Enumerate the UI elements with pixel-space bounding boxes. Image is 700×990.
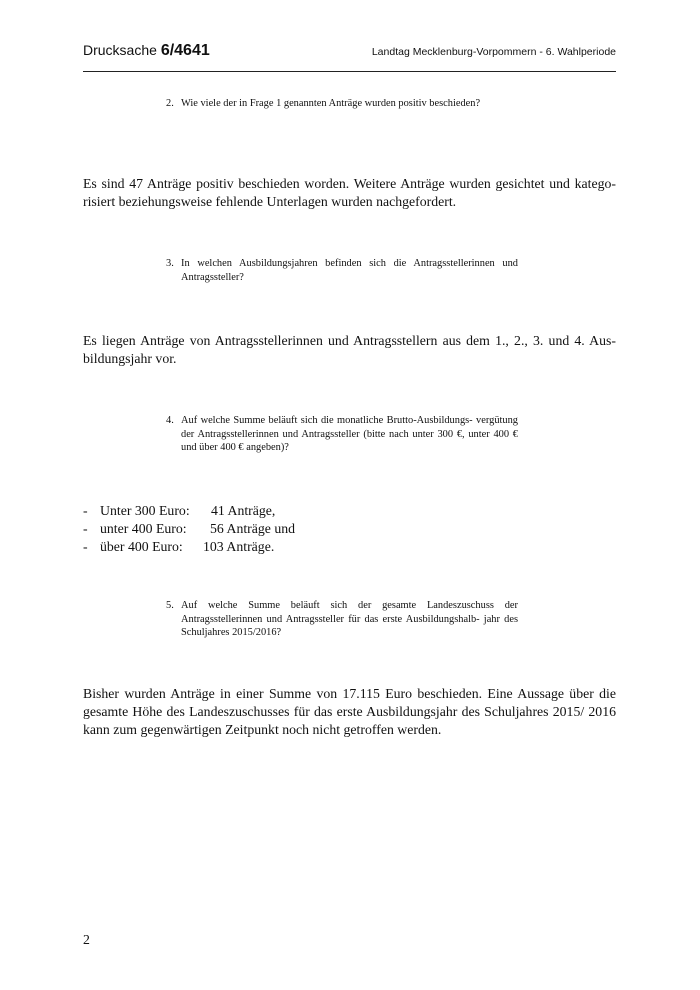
question-5 [166, 599, 518, 640]
answer-2: Es sind 47 Anträge positiv beschieden worden. Weitere Anträge wurden gesichtet und katego- risiert beziehungsweise fehlende Unterlagen wurden nachgefordert. [83, 176, 616, 209]
list-dash: - [83, 521, 88, 536]
question-text: Auf welche Summe beläuft sich der gesamte Landeszuschuss der Antragsstellerinnen und Antragssteller für das erste Ausbildungshalb- jahr des Schuljahres 2015/2016? [181, 600, 518, 638]
list-value: 103 Anträge. [203, 539, 275, 554]
question-number: 5. [166, 600, 174, 611]
page-number: 2 [83, 932, 90, 947]
question-number: 3. [166, 258, 174, 269]
list-label: über 400 Euro: [100, 539, 183, 554]
list-value: 56 Anträge und [210, 521, 296, 536]
question-text: Wie viele der in Frage 1 genannten Anträge wurden positiv beschieden? [181, 98, 481, 109]
document-number [83, 42, 210, 60]
list-dash: - [83, 539, 88, 554]
question-3 [166, 257, 518, 284]
answer-5: Bisher wurden Anträge in einer Summe von 17.115 Euro beschieden. Eine Aussage über die gesamte Höhe des Landeszuschusses für das erste Ausbildungsjahr des Schuljahres 2015/ 2016 kann zum gegenwärtigen Zeitpunkt noch nicht getroffen werden. [83, 686, 616, 737]
list-dash: - [83, 503, 88, 518]
question-text: In welchen Ausbildungsjahren befinden sich die Antragsstellerinnen und Antragssteller? [181, 258, 518, 283]
list-label: Unter 300 Euro: [100, 503, 190, 518]
answer-3: Es liegen Anträge von Antragsstellerinnen und Antragsstellern aus dem 1., 2., 3. und 4. Aus- bildungsjahr vor. [83, 333, 616, 366]
parliament-header: Landtag Mecklenburg-Vorpommern - 6. Wahlperiode [371, 46, 616, 58]
document-number-value: 6/4641 [160, 42, 210, 59]
list-label: unter 400 Euro: [100, 521, 187, 536]
question-2 [166, 97, 518, 111]
question-number: 2. [166, 98, 174, 109]
question-number: 4. [166, 415, 174, 426]
document-label: Drucksache [83, 42, 157, 58]
question-4 [166, 414, 518, 455]
list-value: 41 Anträge, [211, 503, 276, 518]
header-divider [83, 71, 616, 72]
question-text: Auf welche Summe beläuft sich die monatliche Brutto-Ausbildungs- vergütung der Antragsstellerinnen und Antragssteller (bitte nach unter 300 €, unter 400 € und über 400 € angeben)? [181, 415, 518, 453]
